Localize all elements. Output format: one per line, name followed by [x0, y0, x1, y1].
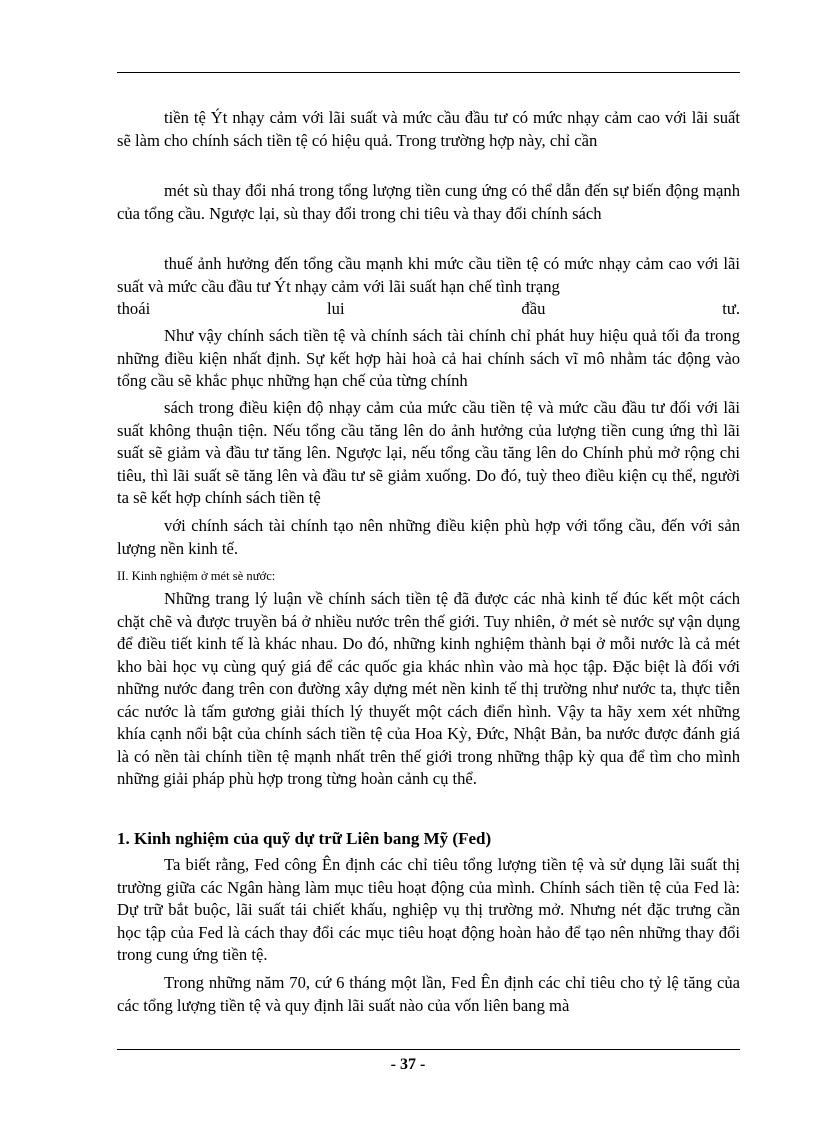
paragraph-9 — [117, 972, 740, 1017]
paragraph-6 — [117, 515, 740, 560]
footer-rule — [117, 1049, 740, 1050]
paragraph-5 — [117, 397, 740, 510]
paragraph-5-text: sách trong điều kiện độ nhạy cảm của mức cầu tiền tệ và mức cầu đầu tư đối với lãi suất không thuận tiện. Nếu tổng cầu tăng lên do ảnh hưởng của lượng tiền cung ứng thì lãi suất sẽ giảm và đầu tư tăng lên. Ngược lại, nếu tổng cầu tăng lên do Chính phủ mở rộng chi tiêu, thì lãi suất sẽ tăng lên và đầu tư sẽ giảm xuống. Do đó, tuỳ theo điều kiện cụ thể, người ta sẽ kết hợp chính sách tiền tệ — [117, 398, 740, 507]
paragraph-8 — [117, 854, 740, 967]
paragraph-2 — [117, 180, 740, 225]
paragraph-7-text: Những trang lý luận về chính sách tiền tệ đã được các nhà kinh tế đúc kết một cách chặt chẽ và được truyền bá ở nhiều nước trên thế giới. Tuy nhiên, ở mét sè nước sự vận dụng để điều tiết kinh tế là khác nhau. Do đó, những kinh nghiệm thành bại ở mỗi nước là cả mét kho bài học vụ cùng quý giá để các quốc gia khác nhìn vào mà học tập. Đặc biệt là đối với những nước đang trên con đường xây dựng mét nền kinh tế thị trường như nước ta, thực tiễn các nước là tấm gương giải thích lý thuyết một cách điển hình. Vậy ta hãy xem xét những khía cạnh nổi bật của chính sách tiền tệ của Hoa Kỳ, Đức, Nhật Bản, ba nước được đánh giá là có nền tài chính tiền tệ mạnh nhất trên thế giới trong những thập kỳ qua để tìm cho mình những giải pháp phù hợp trong từng hoàn cảnh cụ thể. — [117, 589, 740, 788]
paragraph-3 — [117, 253, 740, 321]
paragraph-8-text: Ta biết rằng, Fed công Ên định các chỉ tiêu tổng lượng tiền tệ và sử dụng lãi suất thị trường giữa các Ngân hàng làm mục tiêu hoạt động của mình. Chính sách tiền tệ của Fed là: Dự trữ bắt buộc, lãi suất tái chiết khấu, nghiệp vụ thị trường mở. Nhưng nét đặc trưng cần học tập của Fed là cách thay đổi các mục tiêu hoạt động hoàn hảo để tạo nên những thay đổi trong cung ứng tiền tệ. — [117, 855, 740, 964]
paragraph-2-text: mét sù thay đổi nhá trong tổng lượng tiền cung ứng có thể dẫn đến sự biến động mạnh của tổng cầu. Ngược lại, sù thay đổi trong chi tiêu và thay đổi chính sách — [117, 181, 740, 223]
paragraph-3-text: thuế ảnh hưởng đến tổng cầu mạnh khi mức cầu tiền tệ có mức nhạy cảm cao với lãi suất và mức cầu đầu tư Ýt nhạy cảm với lãi suất hạn chế tình trạng — [117, 254, 740, 296]
paragraph-7 — [117, 588, 740, 791]
paragraph-9-text: Trong những năm 70, cứ 6 tháng một lần, Fed Ên định các chỉ tiêu cho tỷ lệ tăng của các tổng lượng tiền tệ và quy định lãi suất nào của vốn liên bang mà — [117, 973, 740, 1015]
section-heading-ii: II. Kinh nghiệm ở mét sè nước: — [117, 569, 276, 583]
paragraph-1-text: tiền tệ Ýt nhạy cảm với lãi suất và mức cầu đầu tư có mức nhạy cảm cao với lãi suất sẽ làm cho chính sách tiền tệ có hiệu quả. Trong trường hợp này, chỉ cần — [117, 108, 740, 150]
paragraph-3-last-line: thoái lui đầu tư. — [117, 299, 740, 318]
paragraph-4 — [117, 325, 740, 393]
header-rule — [117, 72, 740, 73]
page-number: - 37 - — [390, 1056, 426, 1073]
paragraph-4-text: Như vậy chính sách tiền tệ và chính sách tài chính chỉ phát huy hiệu quả tối đa trong những điều kiện nhất định. Sự kết hợp hài hoà cả hai chính sách vĩ mô nhằm tác động vào tổng cầu sẽ khắc phục những hạn chế của từng chính — [117, 326, 740, 390]
paragraph-6-text: với chính sách tài chính tạo nên những điều kiện phù hợp với tổng cầu, đến với sản lượng nền kinh tế. — [117, 516, 740, 558]
subsection-heading-fed: 1. Kinh nghiệm của quỹ dự trữ Liên bang Mỹ (Fed) — [117, 829, 492, 848]
paragraph-1 — [117, 107, 740, 152]
